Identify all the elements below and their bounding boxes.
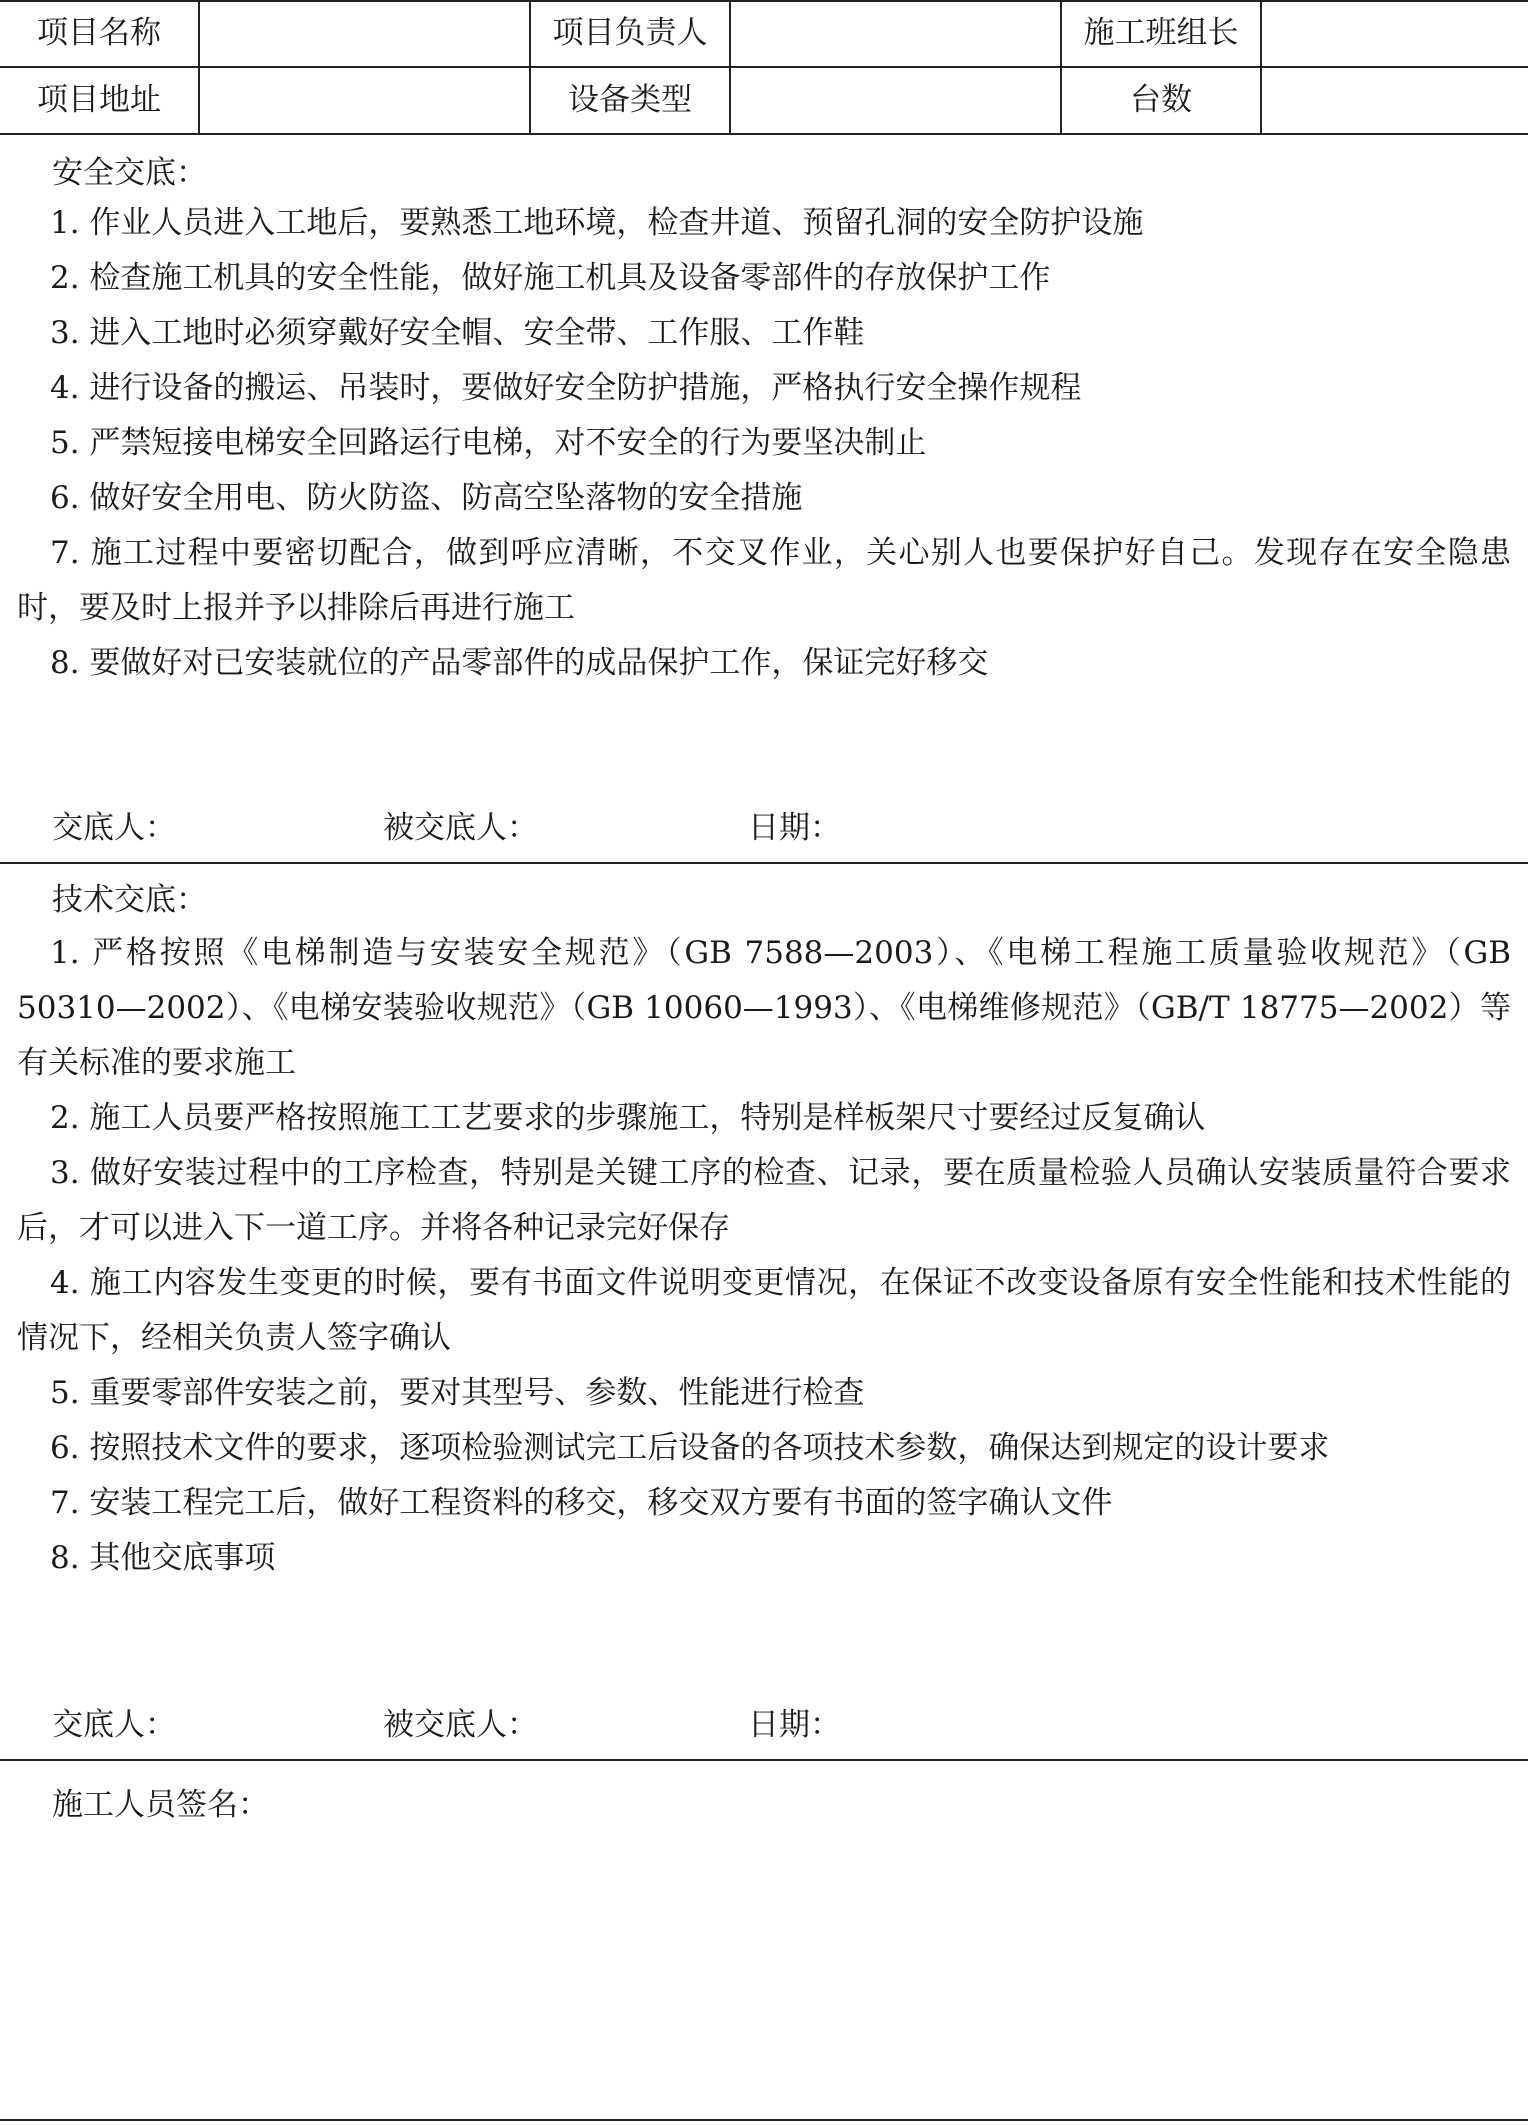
equipment-type-value[interactable] (735, 80, 1055, 120)
technical-item: 8. 其他交底事项 (50, 1540, 276, 1576)
project-address-label: 项目地址 (37, 82, 161, 118)
technical-item: 4. 施工内容发生变更的时候，要有书面文件说明变更情况，在保证不改变设备原有安全性能和技术性能的情况下，经相关负责人签字确认 (17, 1265, 1511, 1356)
safety-item: 2. 检查施工机具的安全性能，做好施工机具及设备零部件的存放保护工作 (50, 260, 1051, 296)
technical-item: 7. 安装工程完工后，做好工程资料的移交，移交双方要有书面的签字确认文件 (50, 1485, 1113, 1521)
project-name-value[interactable] (204, 13, 524, 53)
table-top-border (0, 0, 1528, 2)
table-col-divider (198, 2, 200, 134)
project-manager-value[interactable] (735, 13, 1055, 53)
safety-item: 5. 严禁短接电梯安全回路运行电梯，对不安全的行为要坚决制止 (50, 425, 927, 461)
worker-signature-area[interactable] (17, 1830, 1511, 2110)
technical-item: 3. 做好安装过程中的工序检查，特别是关键工序的检查、记录，要在质量检验人员确认安装质量符合要求后，才可以进入下一道工序。并将各种记录完好保存 (17, 1155, 1511, 1246)
safety-discloser-label: 交底人： (52, 810, 176, 846)
table-bottom-border (0, 133, 1528, 135)
safety-item: 6. 做好安全用电、防火防盗、防高空坠落物的安全措施 (50, 480, 803, 516)
technical-item: 6. 按照技术文件的要求，逐项检验测试完工后设备的各项技术参数，确保达到规定的设计要求 (50, 1430, 1330, 1466)
safety-item: 7. 施工过程中要密切配合，做到呼应清晰，不交叉作业，关心别人也要保护好自己。发现存在安全隐患时，要及时上报并予以排除后再进行施工 (17, 535, 1511, 626)
technical-item: 5. 重要零部件安装之前，要对其型号、参数、性能进行检查 (50, 1375, 865, 1411)
section-divider (0, 1759, 1528, 1761)
team-leader-value[interactable] (1266, 13, 1522, 53)
safety-date-label: 日期： (748, 810, 841, 846)
technical-recipient-label: 被交底人： (383, 1707, 538, 1743)
technical-section-title: 技术交底： (52, 882, 207, 918)
technical-date-label: 日期： (748, 1707, 841, 1743)
safety-item: 8. 要做好对已安装就位的产品零部件的成品保护工作，保证完好移交 (50, 645, 989, 681)
section-divider (0, 862, 1528, 864)
table-row-divider (0, 66, 1528, 68)
safety-section-title: 安全交底： (52, 155, 207, 191)
team-leader-label: 施工班组长 (1083, 15, 1239, 51)
technical-item: 1. 严格按照《电梯制造与安装安全规范》（GB 7588—2003）、《电梯工程施工质量验收规范》（GB 50310—2002）、《电梯安装验收规范》（GB 10060—1993）、《电梯维修规范》（GB/T 18775—2002）等有关标准的要求施工 (17, 935, 1511, 1081)
safety-item: 3. 进入工地时必须穿戴好安全帽、安全带、工作服、工作鞋 (50, 315, 865, 351)
table-bottom-border (0, 2119, 1528, 2121)
technical-discloser-label: 交底人： (52, 1707, 176, 1743)
quantity-label: 台数 (1130, 82, 1192, 118)
table-col-divider (729, 2, 731, 134)
safety-item: 4. 进行设备的搬运、吊装时，要做好安全防护措施，严格执行安全操作规程 (50, 370, 1082, 406)
safety-recipient-label: 被交底人： (383, 810, 538, 846)
project-manager-label: 项目负责人 (552, 15, 708, 51)
worker-signature-label: 施工人员签名： (52, 1787, 269, 1823)
safety-item: 1. 作业人员进入工地后，要熟悉工地环境，检查井道、预留孔洞的安全防护设施 (50, 205, 1144, 241)
project-address-value[interactable] (204, 80, 524, 120)
project-name-label: 项目名称 (37, 15, 161, 51)
equipment-type-label: 设备类型 (568, 82, 692, 118)
quantity-value[interactable] (1266, 80, 1522, 120)
table-col-divider (1260, 2, 1262, 134)
technical-item: 2. 施工人员要严格按照施工工艺要求的步骤施工，特别是样板架尺寸要经过反复确认 (50, 1100, 1206, 1136)
